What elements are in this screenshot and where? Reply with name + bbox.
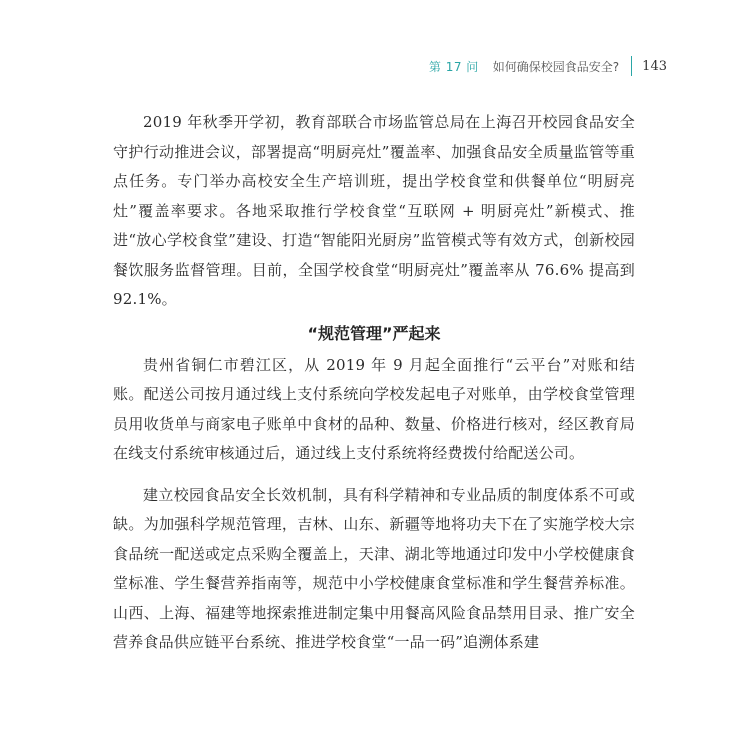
- page-number: 143: [642, 58, 667, 74]
- chapter-label: 第 17 问: [428, 59, 479, 74]
- header-divider: [631, 56, 632, 76]
- running-header: [429, 55, 667, 77]
- section-heading: “规范管理”严起来: [307, 323, 441, 343]
- paragraph: 2019 年秋季开学初，教育部联合市场监管总局在上海召开校园食品安全守护行动推进会议，部署提高“明厨亮灶”覆盖率、加强食品安全质量监管等重点任务。专门举办高校安全生产培训班，提出学校食堂和供餐单位“明厨亮灶”覆盖率要求。各地采取推行学校食堂“互联网 + 明厨亮灶”新模式、推进“放心学校食堂”建设、打造“智能阳光厨房”监管模式等有效方式，创新校园餐饮服务监督管理。目前，全国学校食堂“明厨亮灶”覆盖率从 76.6% 提高到 92.1%。: [113, 113, 635, 308]
- paragraph: 建立校园食品安全长效机制，具有科学精神和专业品质的制度体系不可或缺。为加强科学规范管理，吉林、山东、新疆等地将功夫下在了实施学校大宗食品统一配送或定点采购全覆盖上，天津、湖北等地通过印发中小学校健康食堂标准、学生餐营养指南等，规范中小学校健康食堂标准和学生餐营养标准。山西、上海、福建等地探索推进制定集中用餐高风险食品禁用目录、推广安全营养食品供应链平台系统、推进学校食堂“一品一码”追溯体系建: [113, 485, 635, 651]
- chapter-title: 如何确保校园食品安全?: [492, 59, 620, 74]
- paragraph: 贵州省铜仁市碧江区，从 2019 年 9 月起全面推行“云平台”对账和结账。配送公司按月通过线上支付系统向学校发起电子对账单，由学校食堂管理员用收货单与商家电子账单中食材的品种、数量、价格进行核对，经区教育局在线支付系统审核通过后，通过线上支付系统将经费拨付给配送公司。: [113, 355, 635, 462]
- body-text: [113, 108, 635, 658]
